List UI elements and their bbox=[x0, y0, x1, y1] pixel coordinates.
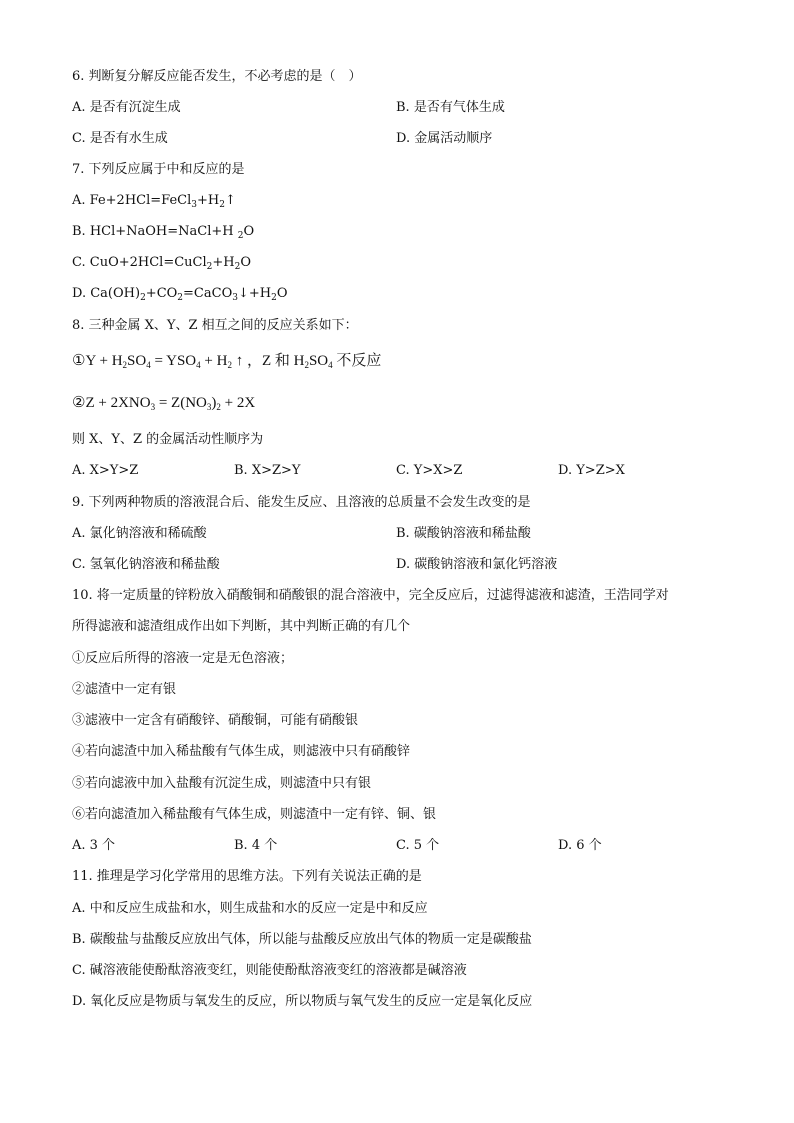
q10-statement-6: ⑥若向滤渣加入稀盐酸有气体生成，则滤渣中一定有锌、铜、银 bbox=[72, 807, 437, 822]
q10-option-b: B. 4 个 bbox=[234, 838, 278, 853]
q9-option-b: B. 碳酸钠溶液和稀盐酸 bbox=[396, 526, 531, 541]
q9-option-c: C. 氢氧化钠溶液和稀盐酸 bbox=[72, 557, 220, 572]
q7-option-b: B. HCl+NaOH=NaCl+H $_2$O bbox=[72, 224, 255, 241]
q8-conclusion: 则 X、Y、Z 的金属活动性顺序为 bbox=[72, 432, 264, 447]
q10-option-d: D. 6 个 bbox=[558, 838, 602, 853]
q10-option-c: C. 5 个 bbox=[396, 838, 440, 853]
q8-option-c: C. Y>X>Z bbox=[396, 463, 463, 478]
q6-stem: 6. 判断复分解反应能否发生，不必考虑的是（ ） bbox=[72, 69, 362, 84]
q6-option-c: C. 是否有水生成 bbox=[72, 131, 168, 146]
q10-statement-1: ①反应后所得的溶液一定是无色溶液； bbox=[72, 651, 294, 666]
q11-option-a: A. 中和反应生成盐和水，则生成盐和水的反应一定是中和反应 bbox=[72, 901, 428, 916]
q11-option-c: C. 碱溶液能使酚酞溶液变红，则能使酚酞溶液变红的溶液都是碱溶液 bbox=[72, 963, 467, 978]
q7-option-d: D. $Ca(OH)_2+CO_2=CaCO_3↓+H_2O$ bbox=[72, 286, 288, 303]
q10-statement-3: ③滤液中一定含有硝酸锌、硝酸铜，可能有硝酸银 bbox=[72, 713, 359, 728]
q9-stem: 9. 下列两种物质的溶液混合后、能发生反应、且溶液的总质量不会发生改变的是 bbox=[72, 495, 531, 510]
q9-option-a: A. 氯化钠溶液和稀硫酸 bbox=[72, 526, 207, 541]
q10-statement-5: ⑤若向滤液中加入盐酸有沉淀生成，则滤渣中只有银 bbox=[72, 776, 372, 791]
q10-statement-4: ④若向滤渣中加入稀盐酸有气体生成，则滤液中只有硝酸锌 bbox=[72, 744, 411, 759]
q11-option-b: B. 碳酸盐与盐酸反应放出气体，所以能与盐酸反应放出气体的物质一定是碳酸盐 bbox=[72, 932, 532, 947]
q6-option-d: D. 金属活动顺序 bbox=[396, 131, 493, 146]
q11-option-d: D. 氧化反应是物质与氧发生的反应，所以物质与氧气发生的反应一定是氧化反应 bbox=[72, 994, 533, 1009]
q10-option-a: A. 3 个 bbox=[72, 838, 116, 853]
q7-stem: 7. 下列反应属于中和反应的是 bbox=[72, 162, 245, 177]
q8-equation-1: ①Y + $H_2SO_4 = YSO_4 + H_2$ ↑ ，Z 和 $H_2SO_4$ 不反应 bbox=[72, 353, 382, 370]
q11-stem: 11. 推理是学习化学常用的思维方法。下列有关说法正确的是 bbox=[72, 869, 422, 884]
q10-stem-line2: 所得滤液和滤渣组成作出如下判断，其中判断正确的有几个 bbox=[72, 619, 411, 634]
q10-stem-line1: 10. 将一定质量的锌粉放入硝酸铜和硝酸银的混合溶液中，完全反应后，过滤得滤液和滤渣，王浩同学对 bbox=[72, 588, 669, 603]
q10-statement-2: ②滤渣中一定有银 bbox=[72, 682, 177, 697]
q8-equation-2: ②Z + $2XNO_3 = Z(NO_3)_2 + 2X$ bbox=[72, 395, 256, 412]
q8-option-b: B. X>Z>Y bbox=[234, 463, 301, 478]
q9-option-d: D. 碳酸钠溶液和氯化钙溶液 bbox=[396, 557, 558, 572]
q7-option-c: C. $CuO+2HCl=CuCl_2+H_2O$ bbox=[72, 255, 252, 272]
q8-option-d: D. Y>Z>X bbox=[558, 463, 625, 478]
q6-option-a: A. 是否有沉淀生成 bbox=[72, 100, 181, 115]
q7-option-a: A. $Fe+2HCl=FeCl_3+H_2↑$ bbox=[72, 193, 236, 210]
q6-option-b: B. 是否有气体生成 bbox=[396, 100, 505, 115]
q8-option-a: A. X>Y>Z bbox=[72, 463, 139, 478]
q8-stem: 8. 三种金属 X、Y、Z 相互之间的反应关系如下： bbox=[72, 318, 358, 333]
